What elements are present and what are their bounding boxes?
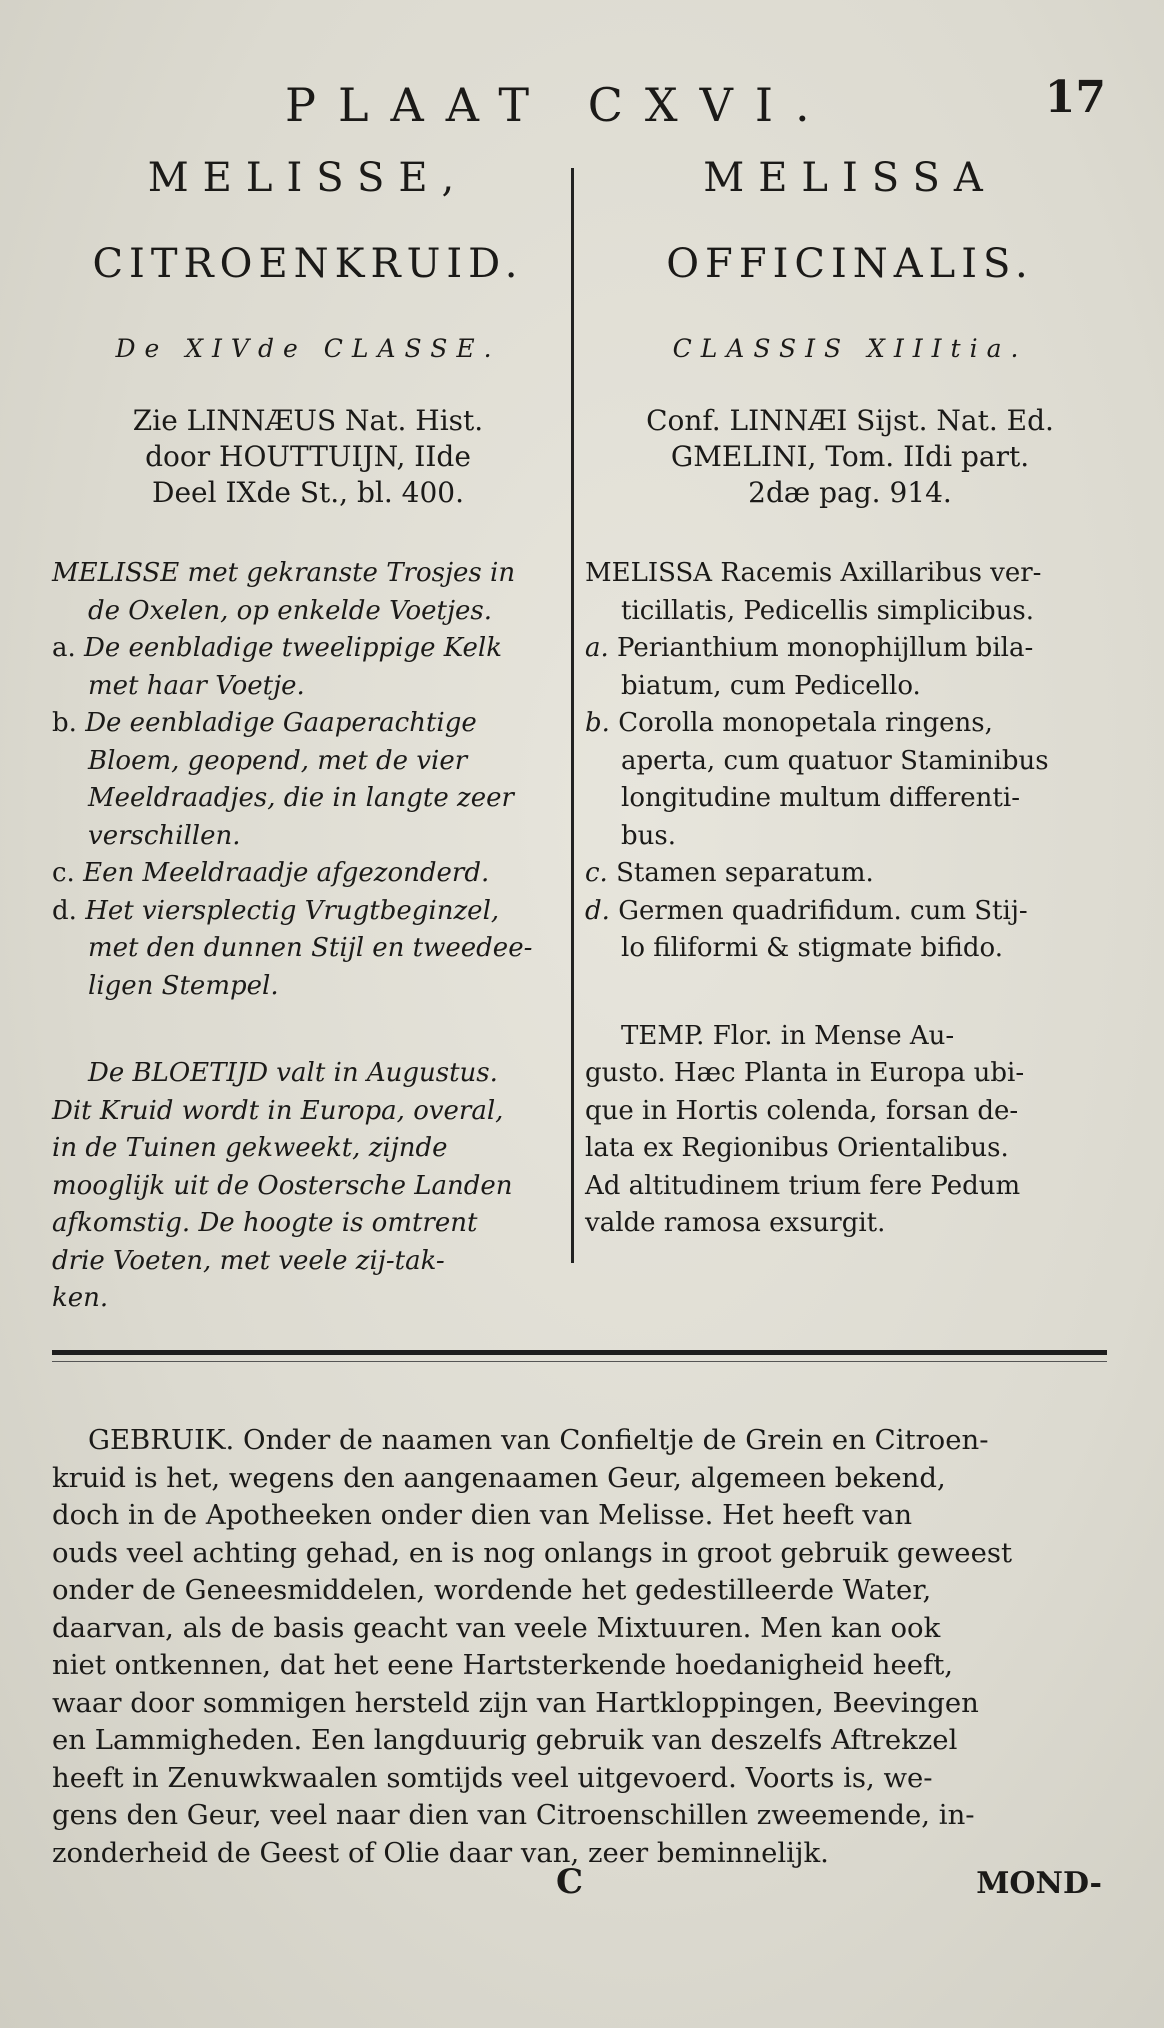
dutch-flowering-paragraph bbox=[52, 1055, 564, 1318]
usage-line: gens den Geur, veel naar dien van Citroenschillen zweemende, in- bbox=[52, 1799, 975, 1831]
usage-line: waar door sommigen hersteld zijn van Hartkloppingen, Beevingen bbox=[52, 1686, 979, 1719]
intro-line: MELISSE met gekranste Trosjes in bbox=[52, 558, 516, 588]
item-line: Meeldraadjes, die in langte zeer bbox=[88, 783, 514, 813]
item-d: d. Germen quadrifidum. cum Stij- bbox=[585, 895, 1028, 926]
usage-line: zonderheid de Geest of Olie daar van, zeer beminnelijk. bbox=[52, 1836, 829, 1869]
usage-line: daarvan, als de basis geacht van veele Mixtuuren. Men kan ook bbox=[52, 1611, 941, 1644]
item-line: met haar Voetje. bbox=[88, 670, 305, 701]
ref-line: 2dæ pag. 914. bbox=[748, 476, 952, 509]
dutch-reference bbox=[52, 403, 564, 511]
item-a: a. De eenbladige tweelippige Kelk bbox=[52, 633, 502, 663]
intro-line: ticillatis, Pedicellis simplicibus. bbox=[621, 595, 1035, 626]
item-line: biatum, cum Pedicello. bbox=[621, 670, 921, 701]
item-line: Bloem, geopend, met de vier bbox=[88, 745, 468, 776]
catchword: MOND- bbox=[976, 1866, 1102, 1901]
dutch-class: De XIVde CLASSE. bbox=[115, 334, 501, 363]
latin-reference bbox=[585, 403, 1115, 511]
dutch-column bbox=[52, 150, 564, 1318]
latin-description bbox=[585, 555, 1115, 968]
ref-line: door HOUTTUIJN, IIde bbox=[145, 440, 471, 473]
dutch-description bbox=[52, 555, 564, 1005]
latin-title-line2: OFFICINALIS. bbox=[666, 241, 1034, 287]
latin-title-line1: MELISSA bbox=[703, 155, 997, 201]
ref-line: Deel IXde St., bl. 400. bbox=[152, 476, 464, 509]
para-line: Ad altitudinem trium fere Pedum bbox=[585, 1170, 1021, 1201]
usage-line: ouds veel achting gehad, en is nog onlangs in groot gebruik geweest bbox=[52, 1536, 1013, 1569]
para-line: TEMP. Flor. in Mense Au- bbox=[621, 1020, 955, 1051]
latin-flowering-paragraph bbox=[585, 1018, 1115, 1243]
para-line: ken. bbox=[52, 1283, 109, 1313]
para-line: valde ramosa exsurgit. bbox=[585, 1208, 886, 1238]
usage-line: kruid is het, wegens den aangenaamen Geur, algemeen bekend, bbox=[52, 1461, 946, 1494]
column-divider bbox=[571, 168, 574, 1263]
item-line: lo filiformi & stigmate bifido. bbox=[621, 933, 1003, 963]
plate-heading: PLAAT CXVI. bbox=[285, 78, 832, 132]
para-line: afkomstig. De hoogte is omtrent bbox=[52, 1208, 478, 1238]
item-line: aperta, cum quatuor Staminibus bbox=[621, 745, 1049, 776]
para-line: lata ex Regionibus Orientalibus. bbox=[585, 1133, 1009, 1163]
signature-mark: C bbox=[556, 1862, 584, 1902]
ref-line: Conf. LINNÆI Sijst. Nat. Ed. bbox=[646, 404, 1054, 437]
usage-paragraph bbox=[52, 1422, 1107, 1872]
para-line: gusto. Hæc Planta in Europa ubi- bbox=[585, 1058, 1025, 1088]
page-number: 17 bbox=[1044, 72, 1106, 123]
item-line: met den dunnen Stijl en tweedee- bbox=[88, 933, 533, 963]
item-b: b. De eenbladige Gaaperachtige bbox=[52, 708, 477, 738]
ref-line: GMELINI, Tom. IIdi part. bbox=[670, 440, 1030, 473]
usage-line: doch in de Apotheeken onder dien van Melisse. Het heeft van bbox=[52, 1499, 913, 1531]
item-a: a. Perianthium monophijllum bila- bbox=[585, 633, 1034, 663]
item-b: b. Corolla monopetala ringens, bbox=[585, 708, 993, 738]
item-c: c. Een Meeldraadje afgezonderd. bbox=[52, 858, 490, 888]
dutch-title-line2: CITROENKRUID. bbox=[92, 241, 524, 287]
para-line: mooglijk uit de Oostersche Landen bbox=[52, 1170, 513, 1201]
usage-line: heeft in Zenuwkwaalen somtijds veel uitgevoerd. Voorts is, we- bbox=[52, 1761, 933, 1794]
latin-column bbox=[585, 150, 1115, 1243]
usage-line: niet ontkennen, dat het eene Hartsterkende hoedanigheid heeft, bbox=[52, 1649, 954, 1681]
section-rule-thin bbox=[52, 1361, 1107, 1362]
para-line: que in Hortis colenda, forsan de- bbox=[585, 1095, 1019, 1126]
item-line: verschillen. bbox=[88, 820, 241, 851]
item-c: c. Stamen separatum. bbox=[585, 858, 874, 888]
dutch-title-line1: MELISSE, bbox=[147, 155, 469, 201]
item-d: d. Het viersplectig Vrugtbeginzel, bbox=[52, 895, 500, 926]
usage-line: onder de Geneesmiddelen, wordende het gedestilleerde Water, bbox=[52, 1574, 932, 1606]
item-line: bus. bbox=[621, 820, 676, 851]
para-line: Dit Kruid wordt in Europa, overal, bbox=[52, 1095, 504, 1126]
item-line: longitudine multum differenti- bbox=[621, 783, 1020, 813]
intro-line: de Oxelen, op enkelde Voetjes. bbox=[88, 595, 493, 626]
ref-line: Zie LINNÆUS Nat. Hist. bbox=[132, 404, 484, 437]
usage-line: GEBRUIK. Onder de naamen van Confieltje de Grein en Citroen- bbox=[88, 1424, 989, 1456]
latin-class: CLASSIS XIIItia. bbox=[672, 334, 1028, 363]
usage-line: en Lammigheden. Een langduurig gebruik van deszelfs Aftrekzel bbox=[52, 1724, 958, 1756]
para-line: De BLOETIJD valt in Augustus. bbox=[88, 1058, 498, 1088]
para-line: in de Tuinen gekweekt, zijnde bbox=[52, 1133, 448, 1163]
item-line: ligen Stempel. bbox=[88, 970, 279, 1001]
section-rule bbox=[52, 1350, 1107, 1355]
para-line: drie Voeten, met veele zij-tak- bbox=[52, 1245, 445, 1276]
intro-line: MELISSA Racemis Axillaribus ver- bbox=[585, 558, 1042, 588]
